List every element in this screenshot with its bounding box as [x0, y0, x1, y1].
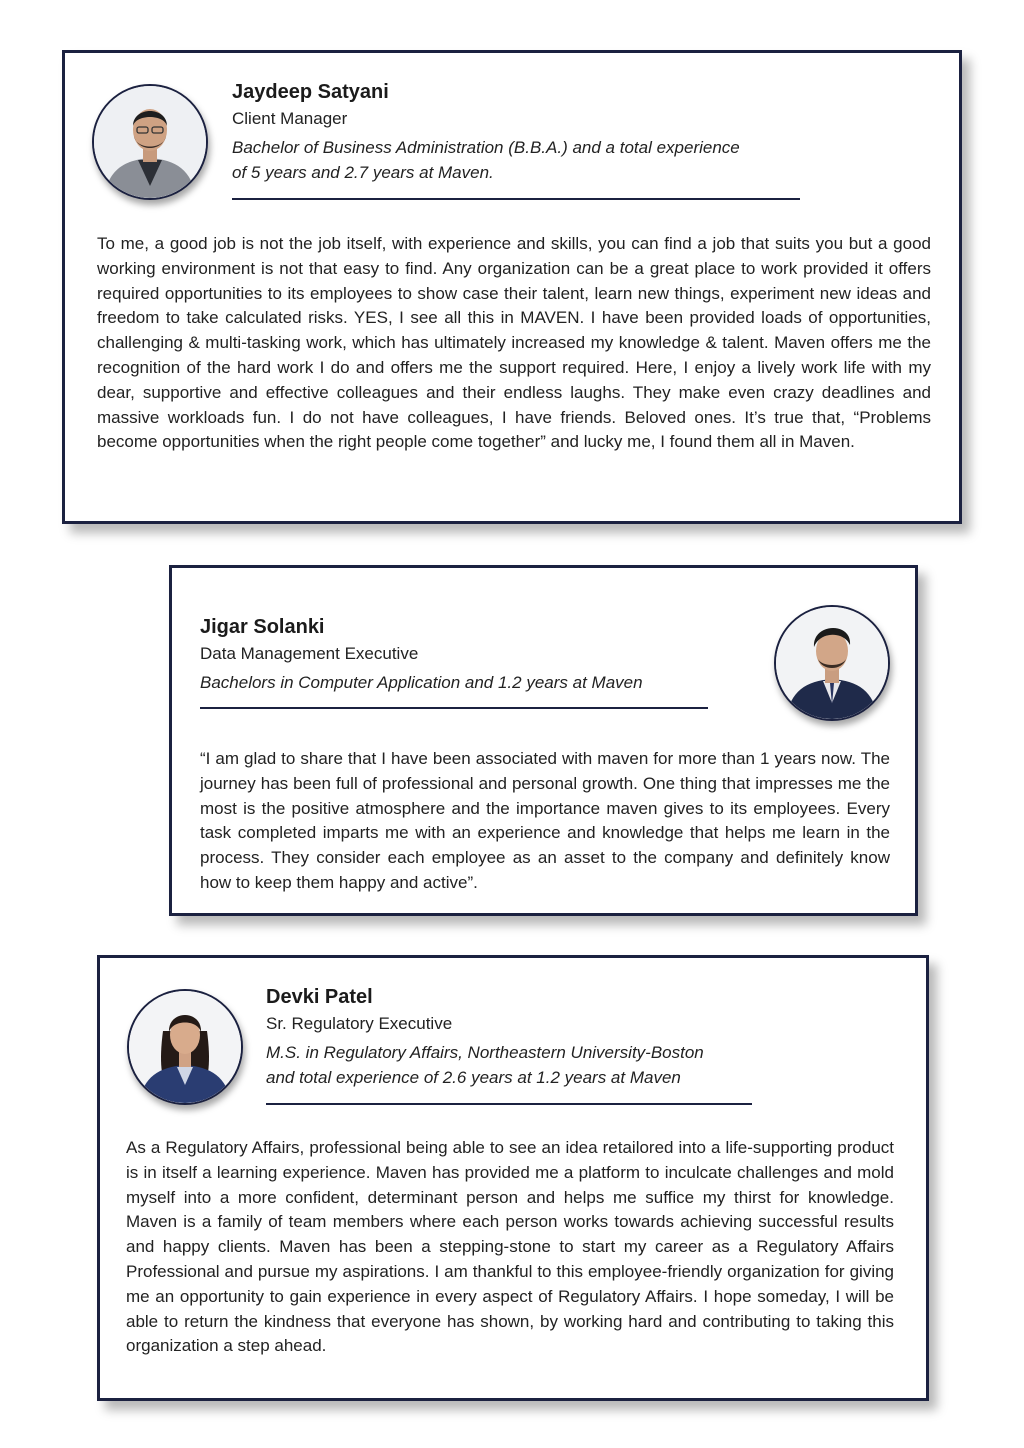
person-photo-icon — [127, 989, 243, 1105]
person-role: Sr. Regulatory Executive — [266, 1014, 453, 1033]
education-line: of 5 years and 2.7 years at Maven. — [232, 163, 494, 182]
education-line: and total experience of 2.6 years at 1.2 years at Maven — [266, 1068, 681, 1087]
testimonial-text: As a Regulatory Affairs, professional being able to see an idea retailored into a life-supporting product is in itself a learning experience. Maven has provided me a platform to inculcate challenges and mold myself into a more confident, determinant person and helps me suffice my thirst for knowledge. Maven is a family of team members where each person works towards achieving successful results and happy clients. Maven has been a stepping-stone to start my career as a Regulatory Affairs Professional and pursue my aspirations. I am thankful to this employee-friendly organization for giving me an opportunity to gain experience in every aspect of Regulatory Affairs. I hope someday, I will be able to return the kindness that everyone has shown, by working hard and contributing to taking this organization a step ahead. — [126, 1138, 894, 1356]
testimonial-text: To me, a good job is not the job itself, with experience and skills, you can find a job that suits you but a good working environment is not that easy to find. Any organization can be a great place to work provided it offers required opportunities to its employees to show case their talent, learn new things, experiment new ideas and freedom to take calculated risks. YES, I see all this in MAVEN. I have been provided loads of opportunities, challenging & multi-tasking work, which has ultimately increased my knowledge & talent. Maven offers me the recognition of the hard work I do and offers me the support required. Here, I enjoy a lively work life with my dear, supportive and effective colleagues and their endless laughs. They make even crazy deadlines and massive workloads fun. I do not have colleagues, I have friends. Beloved ones. It’s true that, “Problems become opportunities when the right people come together” and lucky me, I found them all in Maven. — [97, 234, 931, 452]
person-role: Data Management Executive — [200, 644, 419, 663]
person-education — [266, 1040, 704, 1090]
testimonial-card-devki — [97, 955, 929, 1401]
person-education — [232, 135, 740, 185]
testimonial-text: “I am glad to share that I have been associated with maven for more than 1 years now. The journey has been full of professional and personal growth. One thing that impresses me the most is the positive atmosphere and the importance maven gives to its employees. Every task completed imparts me with an experience and knowledge that helps me learn in the process. They consider each employee as an asset to the company and definitely know how to keep them happy and active”. — [200, 749, 890, 892]
person-name: Jaydeep Satyani — [232, 81, 389, 103]
education-line: Bachelor of Business Administration (B.B.A.) and a total experience — [232, 138, 740, 157]
person-photo-icon — [774, 605, 890, 721]
divider — [232, 198, 800, 200]
person-photo-icon — [92, 84, 208, 200]
person-education — [200, 670, 643, 695]
person-name: Devki Patel — [266, 986, 373, 1008]
person-role: Client Manager — [232, 109, 348, 128]
testimonial-card-jaydeep — [62, 50, 962, 524]
divider — [266, 1103, 752, 1105]
divider — [200, 707, 708, 709]
education-line: Bachelors in Computer Application and 1.2 years at Maven — [200, 673, 643, 692]
person-name: Jigar Solanki — [200, 616, 325, 638]
testimonial-card-jigar — [169, 565, 918, 916]
education-line: M.S. in Regulatory Affairs, Northeastern University-Boston — [266, 1043, 704, 1062]
